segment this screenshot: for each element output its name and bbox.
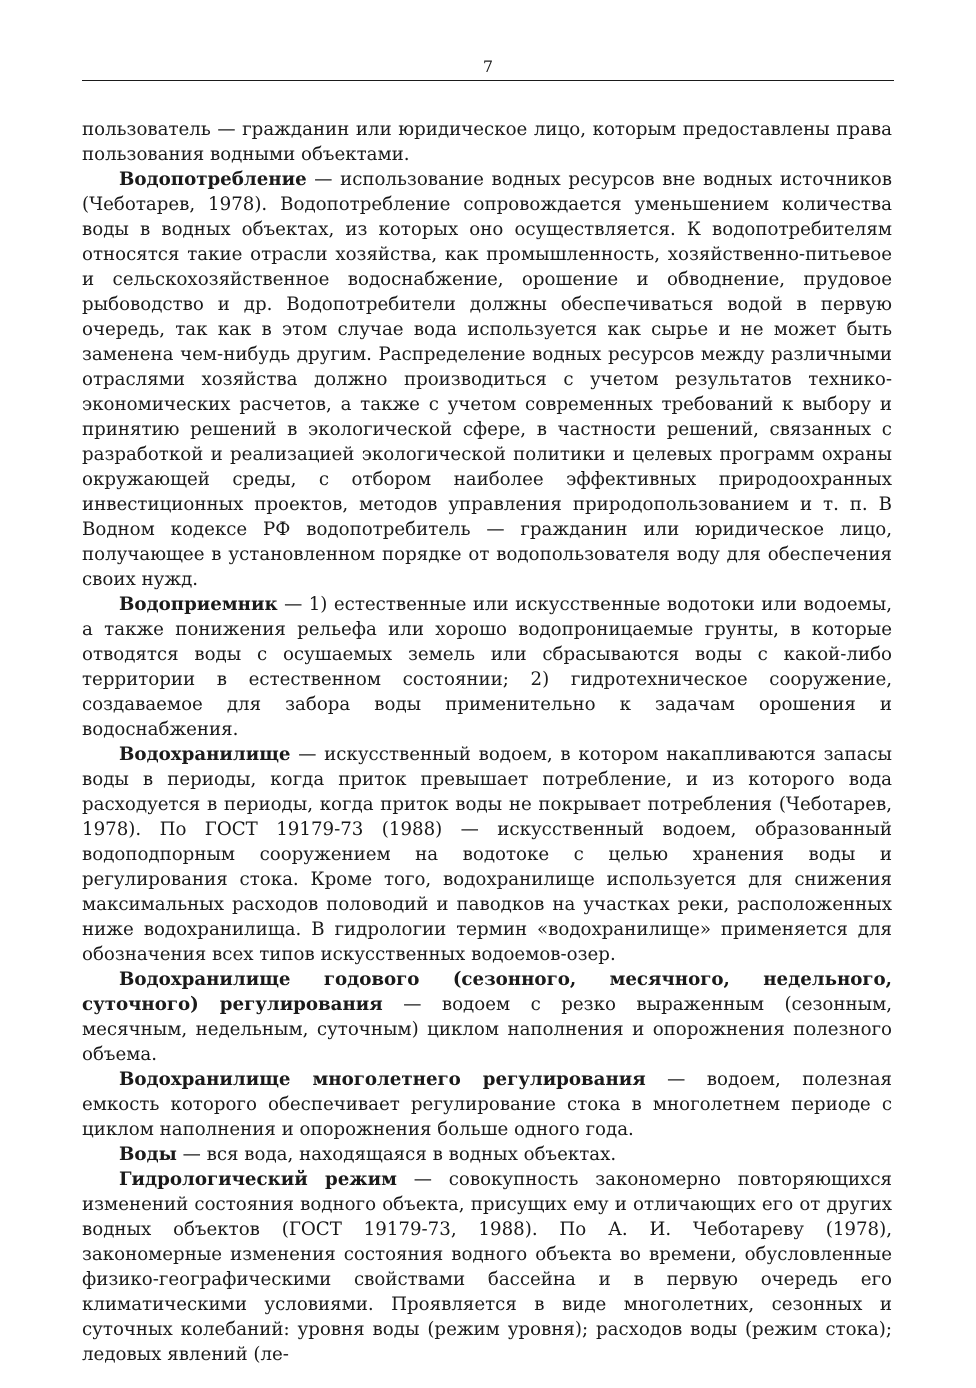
glossary-entry-vodokhranilishche-mnogoletnego — [82, 1067, 892, 1142]
entry-text: — вся вода, находящаяся в водных объектах. — [176, 1144, 617, 1165]
entry-text: — 1) естественные или искусственные водотоки или водоемы, а также понижения рельефа или хорошо водопроницаемые грунты, в которые отводятся воды с осушаемых земель или сбрасываются воды с какой-либо территории в естественном состоянии; 2) гидротехническое сооружение, создаваемое для забора воды применительно к задачам орошения и водоснабжения. — [82, 594, 892, 740]
glossary-entry-vodokhranilishche-godovogo — [82, 967, 892, 1067]
entry-term: Воды — [119, 1144, 177, 1165]
entry-text: — водоем с резко выраженным (сезонным, месячным, недельным, суточным) циклом наполнения и опорожнения полезного объема. — [82, 994, 893, 1065]
glossary-entry-vody — [82, 1142, 892, 1167]
glossary-entry-gidrologicheskiy-rezhim — [82, 1167, 892, 1367]
entry-text: — совокупность закономерно повторяющихся изменений состояния водного объекта, присущих ему и отличающих его от других водных объектов (ГОСТ 19179-73, 1988). По А. И. Чеботареву (1978), закономерные изменения состояния водного объекта во времени, обусловленные физико-географическими свойствами бассейна и в первую очередь его климатическими условиями. Проявляется в виде многолетних, сезонных и суточных колебаний: уровня воды (режим уровня); расходов воды (режим стока); ледовых явлений (ле- — [82, 1169, 892, 1365]
page-number: 7 — [482, 57, 494, 76]
glossary-entry-vodopriemnik — [82, 592, 892, 742]
page-body — [82, 117, 892, 1367]
glossary-entry-vodokhranilishche — [82, 742, 892, 967]
entry-term: Водохранилище многолетнего регулирования — [119, 1069, 646, 1090]
entry-text: — искусственный водоем, в котором накапливаются запасы воды в периоды, когда приток превышает потребление, и из которого вода расходуется в периоды, когда приток воды не покрывает потребления (Чеботарев, 1978). По ГОСТ 19179-73 (1988) — искусственный водоем, образованный водоподпорным сооружением на водотоке с целью хранения воды и регулирования стока. Кроме того, водохранилище используется для снижения максимальных расходов половодий и паводков на участках реки, расположенных ниже водохранилища. В гидрологии термин «водохранилище» применяется для обозначения всех типов искусственных водоемов-озер. — [82, 744, 892, 965]
header-rule — [82, 80, 894, 81]
entry-term: Водохранилище — [119, 744, 291, 765]
entry-term: Водохранилище годового (сезонного, месячного, недельного, суточного) регулирования — [82, 969, 892, 1015]
entry-term: Водоприемник — [119, 594, 278, 615]
entry-term: Гидрологический режим — [119, 1169, 397, 1190]
glossary-entry-vodopotreblenie — [82, 167, 892, 592]
entry-text: пользователь — гражданин или юридическое лицо, которым предоставлены права пользования водными объектами. — [82, 119, 892, 165]
entry-text: — использование водных ресурсов вне водных источников (Чеботарев, 1978). Водопотребление сопровождается уменьшением количества воды в водных объектах, из которых оно осуществляется. К водопотребителям относятся такие отрасли хозяйства, как промышленность, хозяйственно-питьевое и сельскохозяйственное водоснабжение, орошение и обводнение, прудовое рыбоводство и др. Водопотребители должны обеспечиваться водой в первую очередь, так как в этом случае вода используется как сырье и не может быть заменена чем-нибудь другим. Распределение водных ресурсов между различными отраслями хозяйства должно производиться с учетом результатов технико-экономических расчетов, а также с учетом современных требований к выбору и принятию решений в экологической сфере, в частности решений, связанных с разработкой и реализацией экологической политики и целевых программ охраны окружающей среды, с отбором наиболее эффективных природоохранных инвестиционных проектов, методов управления природопользованием и т. п. В Водном кодексе РФ водопотребитель — гражданин или юридическое лицо, получающее в установленном порядке от водопользователя воду для обеспечения своих нужд. — [82, 169, 892, 590]
entry-text: — водоем, полезная емкость которого обеспечивает регулирование стока в многолетнем периоде с циклом наполнения и опорожнения больше одного года. — [82, 1069, 892, 1140]
glossary-entry-continuation — [82, 117, 892, 167]
entry-term: Водопотребление — [119, 169, 307, 190]
